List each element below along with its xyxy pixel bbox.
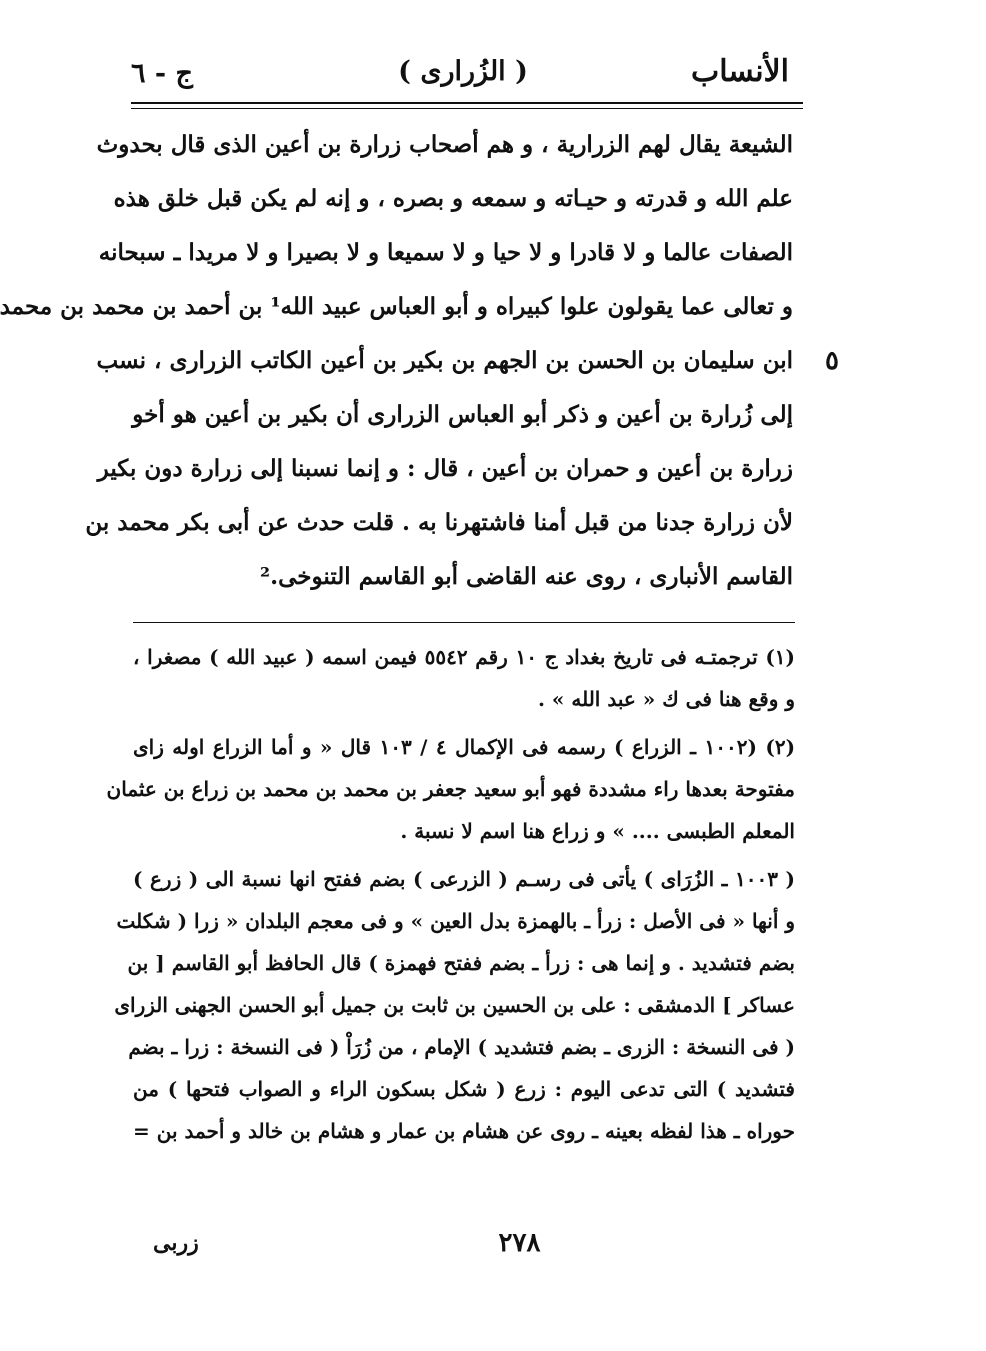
margin-line-number: ٥ bbox=[825, 346, 839, 376]
footnote-line: و وقع هنا فى ك « عبد الله » . bbox=[537, 687, 795, 711]
main-text bbox=[0, 118, 793, 604]
footnotes bbox=[106, 636, 796, 1158]
footnote-rule bbox=[133, 622, 795, 623]
header-rule bbox=[131, 102, 803, 109]
footnote-line: بضم فتشديد . و إنما هى : زرأ ـ بضم ففتح فهمزة ) قال الحافظ أبو القاسم [ بن bbox=[127, 951, 795, 975]
main-text-line: لأن زرارة جدنا من قبل أمنا فاشتهرنا به . قلت حدث عن أبى بكر محمد بن bbox=[85, 509, 793, 536]
main-text-line: إلى زُرارة بن أعين و ذكر أبو العباس الزرارى أن بكير بن أعين هو أخو bbox=[132, 401, 793, 428]
footnote-line: حوراه ـ هذا لفظه بعينه ـ روى عن هشام بن عمار و هشام بن خالد و أحمد بن = bbox=[133, 1119, 795, 1143]
main-text-line: و تعالى عما يقولون علوا كبيراه و أبو العباس عبيد الله¹ بن أحمد بن محمد بن محمد bbox=[0, 293, 793, 320]
main-text-line: الشيعة يقال لهم الزرارية ، و هم أصحاب زرارة بن أعين الذى قال بحدوث bbox=[96, 131, 793, 158]
main-text-line: القاسم الأنبارى ، روى عنه القاضى أبو القاسم التنوخى.² bbox=[260, 563, 793, 590]
main-text-line: علم الله و قدرته و حيـاته و سمعه و بصره ، و إنه لم يكن قبل خلق هذه bbox=[113, 185, 793, 212]
main-text-line: زرارة بن أعين و حمران بن أعين ، قال : و إنما نسبنا إلى زرارة دون بكير bbox=[97, 455, 793, 482]
book-title: الأنساب bbox=[691, 54, 789, 89]
footnote-line: فتشديد ) التى تدعى اليوم : زرع ( شكل بسكون الراء و الصواب فتحها ) من bbox=[133, 1077, 795, 1101]
footnote bbox=[114, 858, 795, 1152]
footnote-line: مفتوحة بعدها راء مشددة فهو أبو سعيد جعفر بن محمد بن محمد بن زراع بن عثمان bbox=[106, 777, 795, 801]
footnote-line: ( ١٠٠٣ ـ الزُرَاى ) يأتى فى رسـم ( الزرعى ) بضم ففتح انها نسبة الى ( زرع ) bbox=[133, 867, 795, 891]
footnote-line: و أنها « فى الأصل : زرأ ـ بالهمزة بدل العين » و فى معجم البلدان « زرا ( شكلت bbox=[116, 909, 795, 933]
footnote-line: عساكر ] الدمشقى : على بن الحسين بن ثابت بن جميل أبو الحسن الجهنى الزراى bbox=[114, 993, 795, 1017]
page-number: ٢٧٨ bbox=[498, 1228, 541, 1258]
entry-title: ( الزُرارى ) bbox=[398, 56, 528, 87]
volume-number: ج - ٦ bbox=[131, 58, 193, 89]
footnote bbox=[106, 726, 796, 852]
main-text-line: ابن سليمان بن الحسن بن الجهم بن بكير بن أعين الكاتب الزرارى ، نسب bbox=[96, 347, 793, 374]
footnote-line: المعلم الطبسى .... » و زراع هنا اسم لا نسبة . bbox=[400, 819, 795, 843]
footnote bbox=[133, 636, 795, 720]
footnote-line: ( فى النسخة : الزرى ـ بضم فتشديد ) الإمام ، من زُرَاْ ( فى النسخة : زرا ـ بضم bbox=[128, 1035, 795, 1059]
signature-mark: زربى bbox=[153, 1230, 199, 1256]
running-header bbox=[123, 52, 803, 100]
main-text-line: الصفات عالما و لا قادرا و لا حيا و لا سميعا و لا بصيرا و لا مريدا ـ سبحانه bbox=[98, 239, 793, 266]
footnote-line: (١) ترجمتـه فى تاريخ بغداد ج ١٠ رقم ٥٥٤٢ فيمن اسمه ( عبيد الله ) مصغرا ، bbox=[133, 645, 795, 669]
footnote-line: (٢) (١٠٠٢ ـ الزراع ) رسمه فى الإكمال ٤ / ١٠٣ قال « و أما الزراع اوله زاى bbox=[133, 735, 796, 759]
